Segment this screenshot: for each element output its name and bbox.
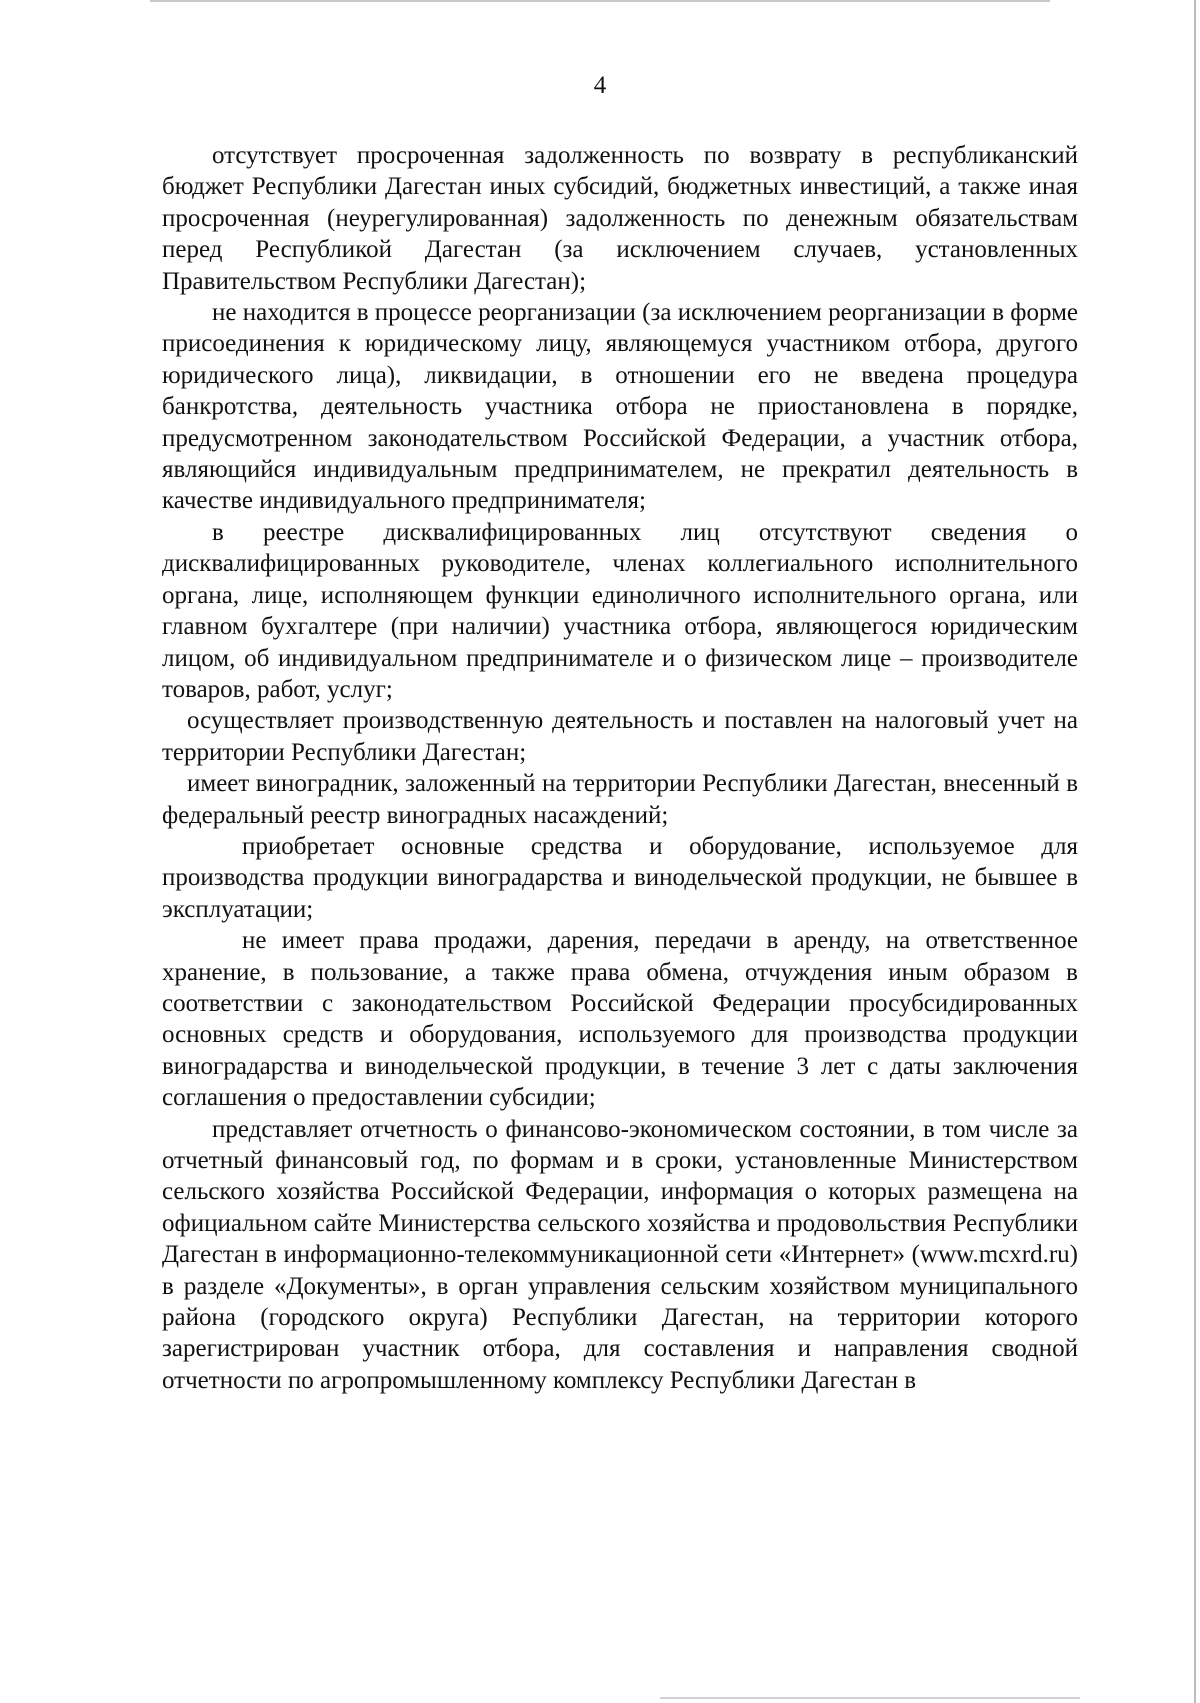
paragraph-reorganization: не находится в процессе реорганизации (за исключением реорганизации в форме присоединения к юридическому лицу, являющемуся участником отбора, другого юридического лица), ликвидации, в отношении его не введена процедура банкротства, деятельность участника отбора не приостановлена в порядке, предусмотренном законодательством Российской Федерации, а участник отбора, являющийся индивидуальным предпринимателем, не прекратил деятельность в качестве индивидуального предпринимателя; bbox=[162, 299, 1078, 515]
paragraph-production-activity: осуществляет производственную деятельность и поставлен на налоговый учет на территории Республики Дагестан; bbox=[162, 707, 1078, 766]
paragraph-reporting: представляет отчетность о финансово-экономическом состоянии, в том числе за отчетный финансовый год, по формам и в сроки, установленные Министерством сельского хозяйства Российской Федерации, информация о которых размещена на официальном сайте Министерства сельского хозяйства и продовольствия Республики Дагестан в информационно-телекоммуникационной сети «Интернет» (www.mcxrd.ru) в разделе «Документы», в орган управления сельским хозяйством муниципального района (городского округа) Республики Дагестан, на территории которого зарегистрирован участник отбора, для составления и направления сводной отчетности по агропромышленному комплексу Республики Дагестан в bbox=[162, 1115, 1078, 1394]
paragraph-vineyard: имеет виноградник, заложенный на территории Республики Дагестан, внесенный в федеральный реестр виноградных насаждений; bbox=[162, 770, 1078, 829]
paragraph-debt: отсутствует просроченная задолженность по возврату в республиканский бюджет Республики Дагестан иных субсидий, бюджетных инвестиций, а также иная просроченная (неурегулированная) задолженность по денежным обязательствам перед Республикой Дагестан (за исключением случаев, установленных Правительством Республики Дагестан); bbox=[162, 142, 1078, 295]
page-number: 4 bbox=[593, 72, 607, 99]
paragraph-equipment: приобретает основные средства и оборудование, используемое для производства продукции виноградарства и винодельческой продукции, не бывшее в эксплуатации; bbox=[162, 832, 1078, 923]
scan-edge-right bbox=[1194, 0, 1196, 1703]
paragraph-disqualified-registry: в реестре дисквалифицированных лиц отсутствуют сведения о дисквалифицированных руководителе, членах коллегиального исполнительного органа, лице, исполняющем функции единоличного исполнительного органа, или главном бухгалтере (при наличии) участника отбора, являющегося юридическим лицом, об индивидуальном предпринимателе и о физическом лице – производителе товаров, работ, услуг; bbox=[162, 518, 1078, 703]
body-text bbox=[162, 140, 1078, 1396]
paragraph-no-sale-rights: не имеет права продажи, дарения, передачи в аренду, на ответственное хранение, в пользование, а также права обмена, отчуждения иным образом в соответствии с законодательством Российской Федерации просубсидированных основных средств и оборудования, используемого для производства продукции виноградарства и винодельческой продукции, в течение 3 лет с даты заключения соглашения о предоставлении субсидии; bbox=[162, 927, 1078, 1112]
scan-edge-top bbox=[150, 0, 1050, 2]
scan-edge-bottom bbox=[660, 1697, 1080, 1699]
